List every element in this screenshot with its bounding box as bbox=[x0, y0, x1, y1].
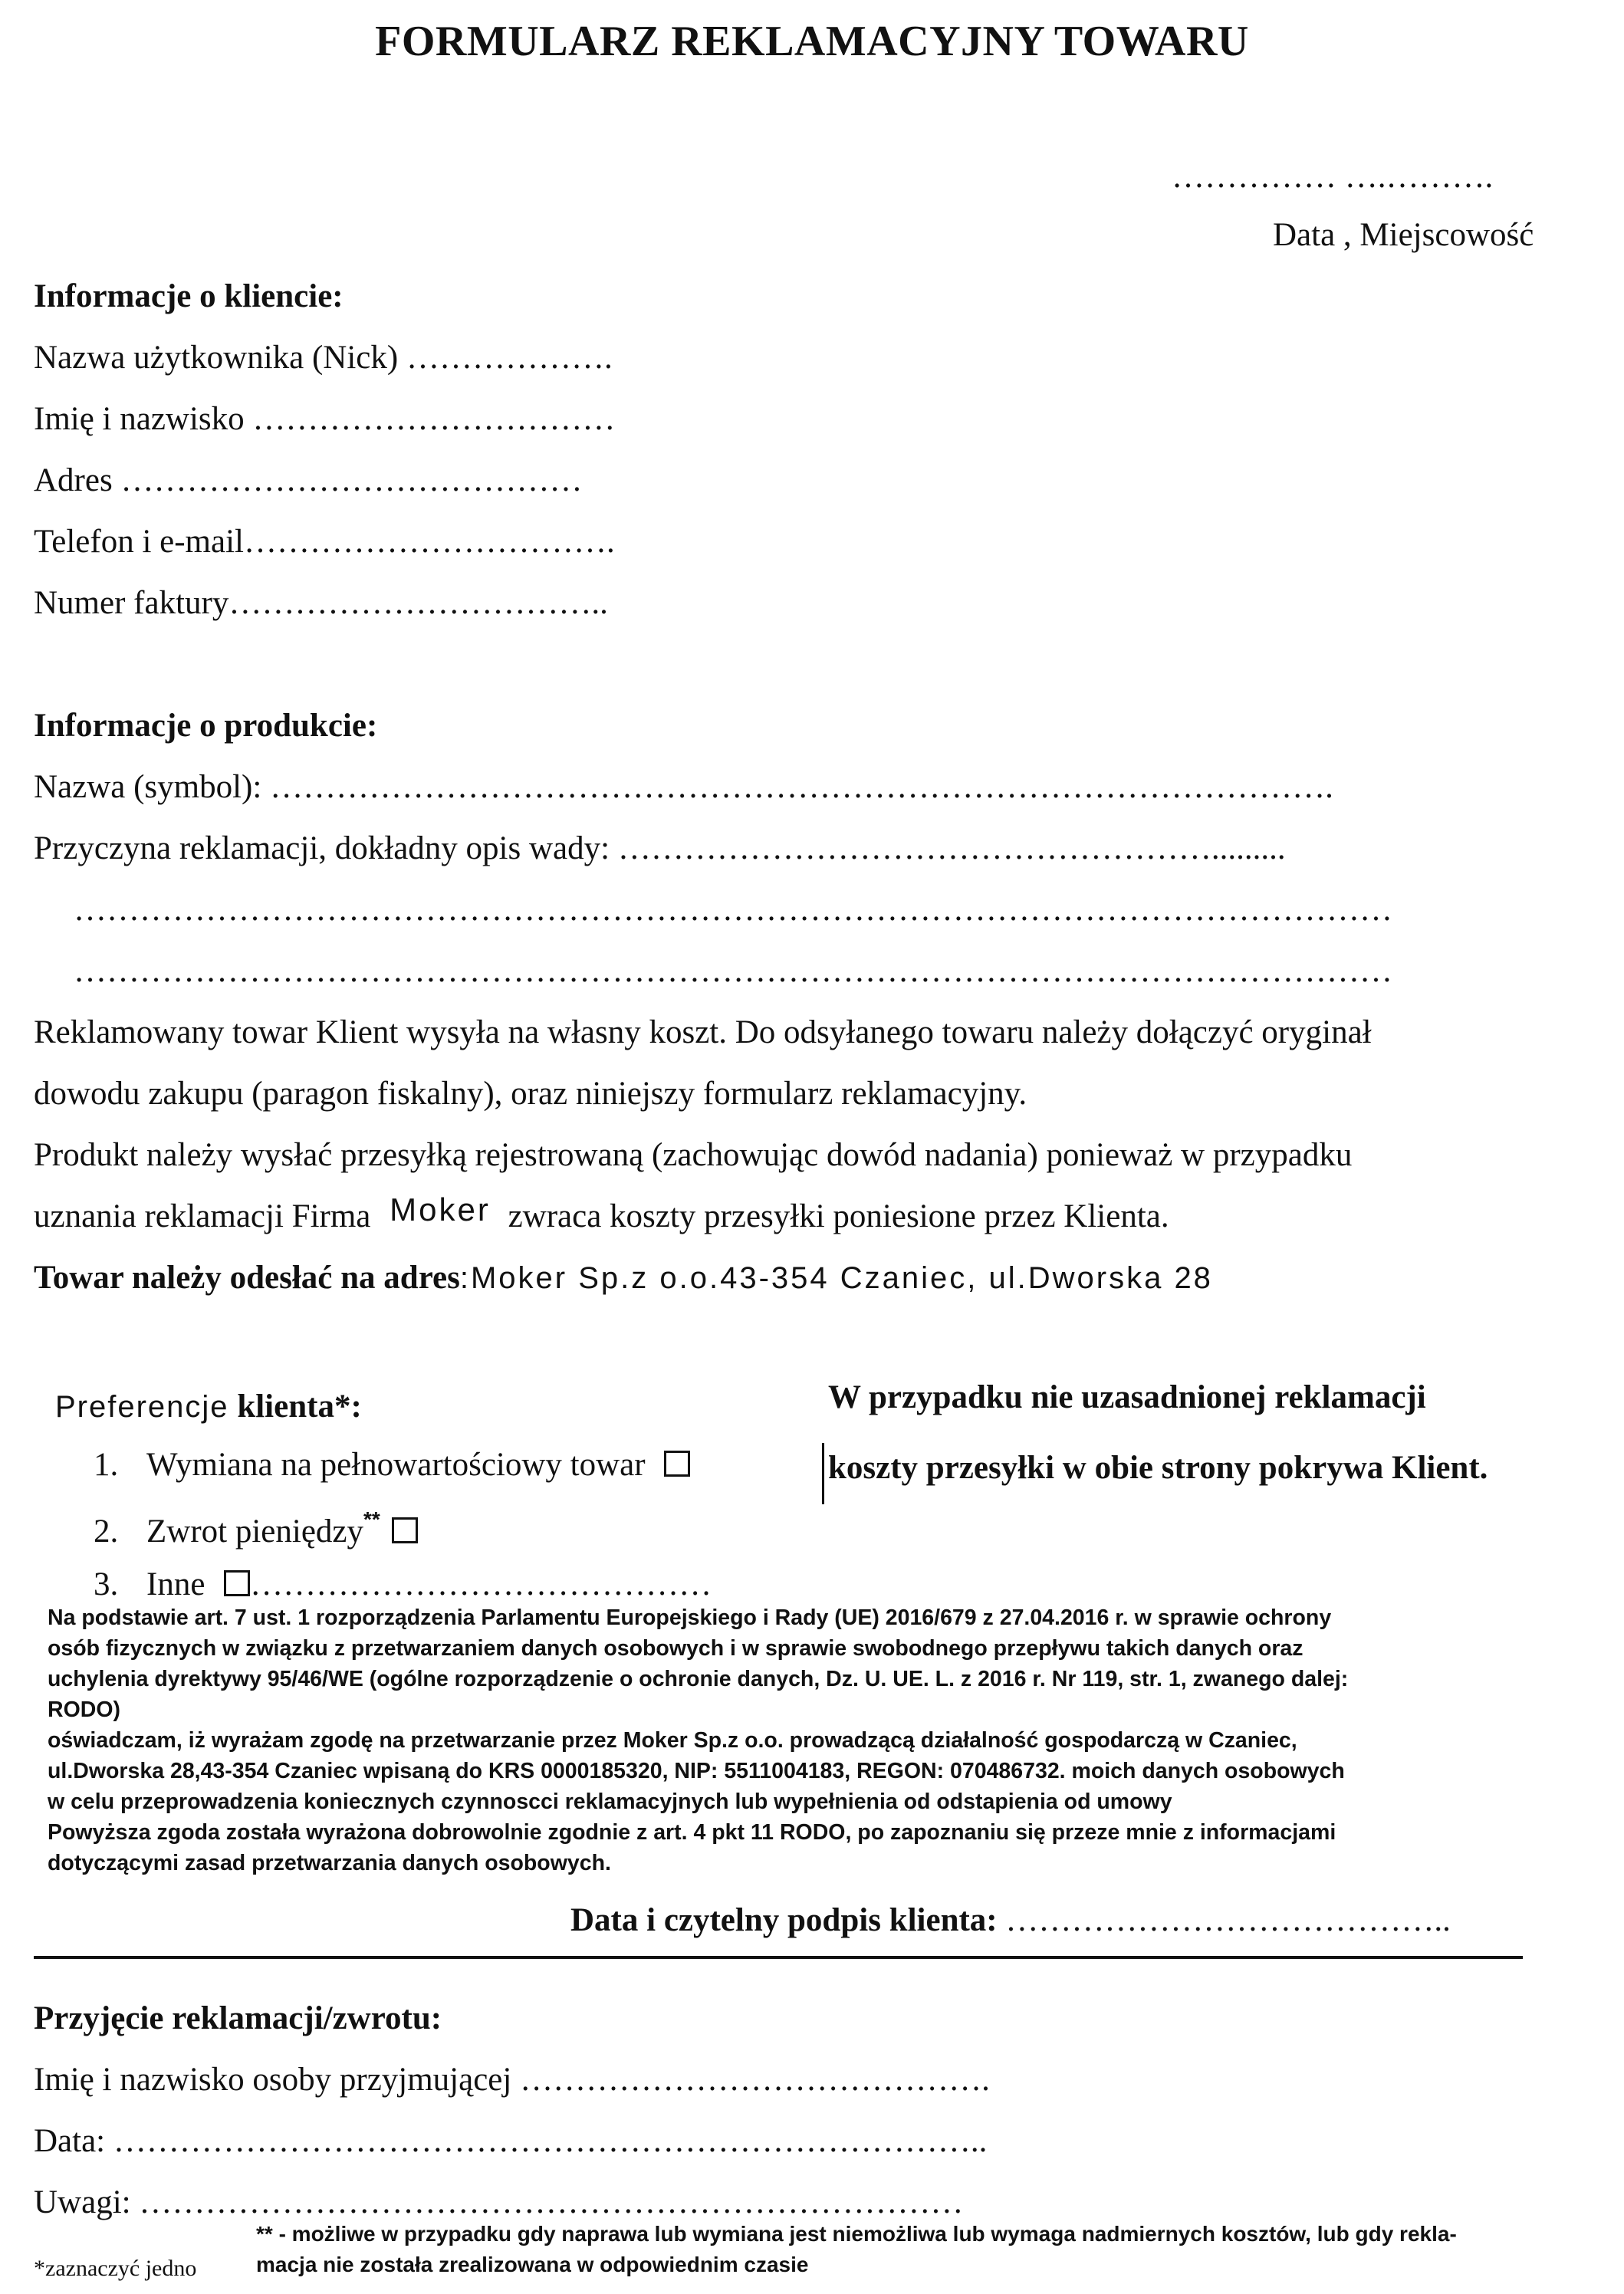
acceptance-date-field: Data: …………………………………………………………………….. bbox=[34, 2123, 988, 2159]
client-heading: Informacje o kliencie: bbox=[34, 278, 344, 314]
product-reason-line-2: ………………………………………………………………………………………………………… bbox=[74, 953, 1392, 989]
acceptance-heading: Przyjęcie reklamacji/zwrotu: bbox=[34, 2000, 442, 2036]
return-address-line bbox=[34, 1259, 1213, 1297]
signature-label: Data i czytelny podpis klienta: bbox=[570, 1902, 998, 1938]
preference-number-1: 1. bbox=[94, 1447, 119, 1483]
product-reason-line-1: ………………………………………………………………………………………………………… bbox=[74, 892, 1392, 928]
consent-line-9: dotyczącymi zasad przetwarzania danych osobowych. bbox=[48, 1851, 611, 1875]
preference-checkbox-2[interactable] bbox=[392, 1517, 418, 1543]
consent-line-3: uchylenia dyrektywy 95/46/WE (ogólne rozporządzenie o ochronie danych, Dz. U. UE. L. z 2016 r. Nr 119, str. 1, zwanego dalej: bbox=[48, 1667, 1349, 1691]
product-symbol-field: Nazwa (symbol): ……………………………………………………………………………………. bbox=[34, 769, 1333, 805]
text-cursor bbox=[822, 1443, 824, 1504]
info-paragraph-2b-pre: uznania reklamacji Firma bbox=[34, 1198, 371, 1234]
rodo-consent bbox=[48, 1602, 1348, 1878]
consent-line-6: ul.Dworska 28,43-354 Czaniec wpisaną do KRS 0000185320, NIP: 5511004183, REGON: 070486732. moich danych osobowych bbox=[48, 1759, 1345, 1783]
preference-number-3: 3. bbox=[94, 1566, 119, 1602]
client-name-field: Imię i nazwisko …………………………… bbox=[34, 401, 616, 437]
preference-label-3: Inne bbox=[146, 1566, 205, 1602]
info-paragraph-2a: Produkt należy wysłać przesyłką rejestrowaną (zachowując dowód nadania) ponieważ w przypadku bbox=[34, 1137, 1353, 1173]
signature-line bbox=[570, 1901, 1451, 1939]
preference-option-1[interactable] bbox=[94, 1446, 690, 1484]
form-title: FORMULARZ REKLAMACYJNY TOWARU bbox=[375, 18, 1249, 65]
signature-dots: ………………………………….. bbox=[1005, 1902, 1451, 1938]
preference-label-1: Wymiana na pełnowartościowy towar bbox=[146, 1447, 646, 1483]
consent-line-8: Powyższa zgoda została wyrażona dobrowolnie zgodnie z art. 4 pkt 11 RODO, po zapoznaniu się przeze mnie z informacjami bbox=[48, 1820, 1336, 1845]
info-paragraph-2b bbox=[34, 1191, 1169, 1235]
client-nick-field: Nazwa użytkownika (Nick) ………………. bbox=[34, 340, 613, 376]
preference-footnote-mark: ** bbox=[363, 1507, 380, 1531]
return-address-value: :Moker Sp.z o.o.43-354 Czaniec, ul.Dworska 28 bbox=[459, 1261, 1213, 1295]
consent-line-1: Na podstawie art. 7 ust. 1 rozporządzenia Parlamentu Europejskiego i Rady (UE) 2016/679 z 27.04.2016 r. w sprawie ochrony bbox=[48, 1605, 1332, 1630]
preferences-heading-pre: Preferencje bbox=[55, 1390, 229, 1424]
preference-other-dots: …………………………………… bbox=[250, 1566, 712, 1602]
acceptance-notes-field: Uwagi: ………………………………………………………………… bbox=[34, 2184, 964, 2220]
preference-checkbox-3[interactable] bbox=[224, 1570, 250, 1596]
notice-line-2: koszty przesyłki w obie strony pokrywa Klient. bbox=[828, 1450, 1488, 1486]
client-invoice-field: Numer faktury…………………………….. bbox=[34, 585, 608, 621]
product-reason-field: Przyczyna reklamacji, dokładny opis wady: ………………………………………………......... bbox=[34, 830, 1286, 866]
consent-line-5: oświadczam, iż wyrażam zgodę na przetwarzanie przez Moker Sp.z o.o. prowadzącą działalność gospodarczą w Czaniec, bbox=[48, 1728, 1297, 1753]
date-place-dots: …………… ….………. bbox=[1172, 159, 1494, 195]
preference-option-2[interactable] bbox=[94, 1507, 418, 1550]
return-address-label: Towar należy odesłać na adres bbox=[34, 1260, 460, 1296]
preference-option-3[interactable] bbox=[94, 1566, 712, 1603]
preference-checkbox-1[interactable] bbox=[664, 1451, 690, 1477]
footnote-line-2: macja nie została zrealizowana w odpowiednim czasie bbox=[256, 2253, 809, 2276]
preference-label-2: Zwrot pieniędzy bbox=[146, 1513, 363, 1550]
date-place-label: Data , Miejscowość bbox=[1273, 217, 1534, 253]
preference-number-2: 2. bbox=[94, 1513, 119, 1550]
mark-one-note: *zaznaczyć jedno bbox=[34, 2256, 197, 2281]
acceptance-name-field: Imię i nazwisko osoby przyjmującej ……………………………………. bbox=[34, 2062, 990, 2098]
info-paragraph-1b: dowodu zakupu (paragon fiskalny), oraz niniejszy formularz reklamacyjny. bbox=[34, 1076, 1027, 1112]
consent-line-2: osób fizycznych w związku z przetwarzaniem danych osobowych i w sprawie swobodnego przepływu takich danych oraz bbox=[48, 1636, 1303, 1661]
consent-line-4: RODO) bbox=[48, 1697, 120, 1722]
client-contact-field: Telefon i e-mail……………………………. bbox=[34, 524, 615, 560]
preferences-heading bbox=[55, 1388, 362, 1425]
product-heading: Informacje o produkcie: bbox=[34, 708, 378, 744]
info-paragraph-2b-post: zwraca koszty przesyłki poniesione przez Klienta. bbox=[508, 1198, 1169, 1234]
section-divider bbox=[34, 1956, 1523, 1959]
footnote bbox=[256, 2219, 1457, 2280]
client-address-field: Adres …………………………………… bbox=[34, 462, 583, 498]
info-paragraph-1a: Reklamowany towar Klient wysyła na własny koszt. Do odsyłanego towaru należy dołączyć oryginał bbox=[34, 1014, 1372, 1050]
preferences-heading-post: klienta*: bbox=[237, 1389, 362, 1425]
company-name: Moker bbox=[390, 1191, 491, 1228]
consent-line-7: w celu przeprowadzenia koniecznych czynnoscci reklamacyjnych lub wypełnienia od odstapienia od umowy bbox=[48, 1790, 1172, 1814]
notice-line-1: W przypadku nie uzasadnionej reklamacji bbox=[828, 1379, 1426, 1415]
footnote-line-1: ** - możliwe w przypadku gdy naprawa lub wymiana jest niemożliwa lub wymaga nadmiernych kosztów, lub gdy rekla- bbox=[256, 2222, 1457, 2246]
